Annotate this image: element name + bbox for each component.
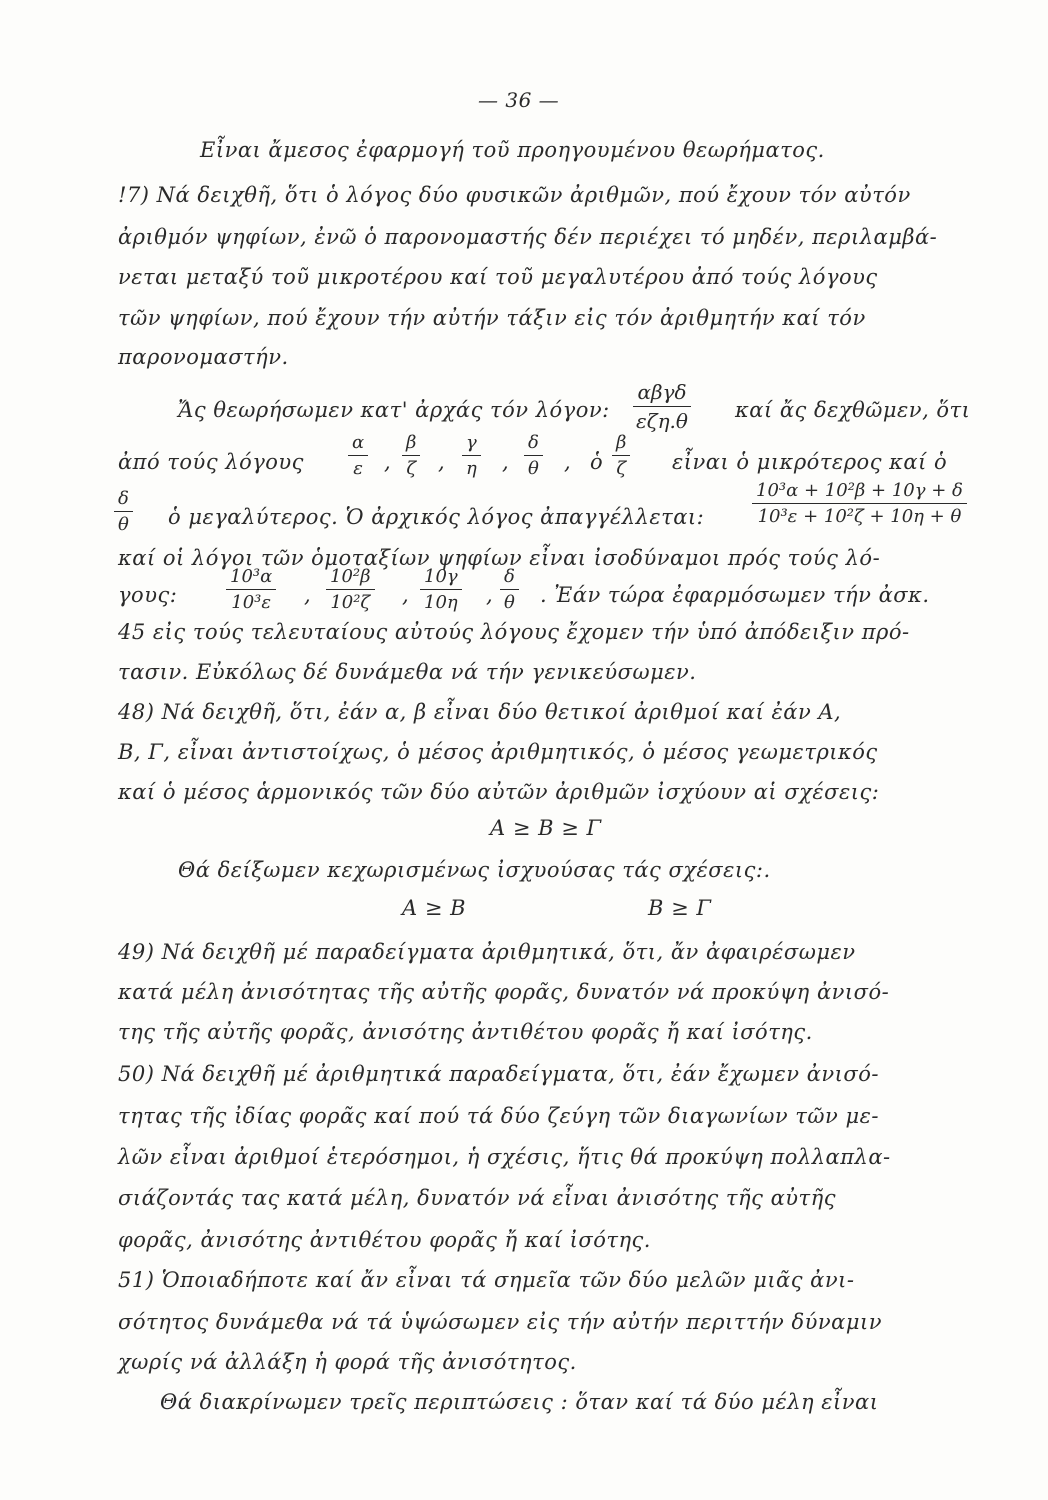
text-line: κατά μέλη ἀνισότητας τῆς αὐτῆς φορᾶς, δυνατόν νά προκύψη ἀνισό-: [118, 980, 890, 1004]
comma: ,: [502, 450, 509, 474]
exercise-49-line: 49) Νά δειχθῆ μέ παραδείγματα ἀριθμητικά, ὅτι, ἄν ἀφαιρέσωμεν: [118, 940, 856, 964]
denominator: ζ: [406, 458, 417, 479]
ratio-denominator: εζη.θ: [636, 409, 688, 433]
text-line: καί ὁ μέσος ἁρμονικός τῶν δύο αὐτῶν ἀριθμῶν ἰσχύουν αἱ σχέσεις:: [118, 780, 880, 804]
numerator: δ: [524, 432, 543, 456]
numerator: γ: [462, 432, 481, 456]
numerator: 10γ: [420, 566, 462, 590]
exercise-50-line: 50) Νά δειχθῆ μέ ἀριθμητικά παραδείγματα, ὅτι, ἐάν ἔχωμεν ἀνισό-: [118, 1062, 879, 1086]
fraction-a-e: [348, 432, 368, 479]
fraction-g-h: [462, 432, 481, 479]
text-line: ἀπό τούς λόγους: [118, 450, 304, 474]
text-line: καί οἱ λόγοι τῶν ὁμοταξίων ψηφίων εἶναι ἰσοδύναμοι πρός τούς λό-: [118, 546, 881, 570]
comma: ,: [304, 583, 311, 607]
text-line: Ἄς θεωρήσωμεν κατ' ἀρχάς τόν λόγον:: [178, 398, 610, 422]
text-line: καί ἄς δεχθῶμεν, ὅτι: [735, 398, 971, 422]
numerator: δ: [500, 566, 519, 590]
text-line: εἶναι ὁ μικρότερος καί ὁ: [672, 450, 948, 474]
numerator: 10³α + 10²β + 10γ + δ: [752, 480, 967, 504]
denominator: θ: [118, 514, 129, 535]
text-line: ὁ: [590, 450, 604, 474]
denominator: θ: [504, 592, 515, 613]
numerator: 10²β: [326, 566, 375, 590]
comma: ,: [438, 450, 445, 474]
comma: ,: [402, 583, 409, 607]
comma: ,: [486, 583, 493, 607]
numerator: β: [612, 432, 630, 456]
text-line: Β, Γ, εἶναι ἀντιστοίχως, ὁ μέσος ἀριθμητικός, ὁ μέσος γεωμετρικός: [118, 740, 878, 764]
text-line: Θά διακρίνωμεν τρεῖς περιπτώσεις : ὅταν καί τά δύο μέλη εἶναι: [160, 1390, 879, 1414]
text-line: λῶν εἶναι ἀριθμοί ἑτερόσημοι, ἡ σχέσις, ἥτις θά προκύψη πολλαπλα-: [118, 1145, 891, 1169]
text-line: ὁ μεγαλύτερος. Ὁ ἀρχικός λόγος ἀπαγγέλλεται:: [168, 505, 705, 529]
comma: ,: [384, 450, 391, 474]
denominator: θ: [528, 458, 539, 479]
page-number: — 36 —: [478, 88, 560, 112]
text-line: . Ἐάν τώρα ἐφαρμόσωμεν τήν ἀσκ.: [540, 583, 930, 607]
inequality-right: Β ≥ Γ: [648, 896, 712, 920]
comma: ,: [564, 450, 571, 474]
numerator: β: [402, 432, 420, 456]
text-line: σότητος δυνάμεθα νά τά ὑψώσωμεν εἰς τήν αὐτήν περιττήν δύναμιν: [118, 1310, 883, 1334]
largest-fraction: [114, 488, 133, 535]
denominator: ε: [353, 458, 363, 479]
text-line: τασιν. Εὐκόλως δέ δυνάμεθα νά τήν γενικεύσωμεν.: [118, 660, 697, 684]
exercise-47-line: !7) Νά δειχθῆ, ὅτι ὁ λόγος δύο φυσικῶν ἀριθμῶν, πού ἔχουν τόν αὐτόν: [118, 183, 911, 207]
numerator: 10³α: [226, 566, 276, 590]
denominator: 10η: [424, 592, 458, 613]
text-line: χωρίς νά ἀλλάξη ἡ φορά τῆς ἀνισότητος.: [118, 1350, 577, 1374]
denominator: 10³ε: [231, 592, 272, 613]
text-line: τητας τῆς ἰδίας φορᾶς καί πού τά δύο ζεύγη τῶν διαγωνίων τῶν με-: [118, 1104, 879, 1128]
inequality-left: Α ≥ Β: [402, 896, 467, 920]
exercise-51-line: 51) Ὁποιαδήποτε καί ἄν εἶναι τά σημεῖα τῶν δύο μελῶν μιᾶς ἀνι-: [118, 1268, 855, 1292]
text-line: 45 εἰς τούς τελευταίους αὐτούς λόγους ἔχομεν τήν ὑπό ἀπόδειξιν πρό-: [118, 620, 910, 644]
text-line: σιάζοντάς τας κατά μέλη, δυνατόν νά εἶναι ἀνισότης τῆς αὐτῆς: [118, 1186, 836, 1210]
fraction-d-th: [524, 432, 543, 479]
numerator: α: [348, 432, 368, 456]
text-line: ἀριθμόν ψηφίων, ἐνῶ ὁ παρονομαστής δέν περιέχει τό μηδέν, περιλαμβά-: [118, 225, 938, 249]
smallest-fraction: [612, 432, 630, 479]
text-line: φορᾶς, ἀνισότης ἀντιθέτου φορᾶς ἤ καί ἰσότης.: [118, 1228, 651, 1252]
expanded-fraction: [752, 480, 967, 527]
text-line: τῶν ψηφίων, πού ἔχουν τήν αὐτήν τάξιν εἰς τόν ἀριθμητήν καί τόν: [118, 306, 866, 330]
text-line: της τῆς αὐτῆς φορᾶς, ἀνισότης ἀντιθέτου φορᾶς ἤ καί ἰσότης.: [118, 1020, 813, 1044]
fraction-b-z: [402, 432, 420, 479]
inequality-chain: Α ≥ Β ≥ Γ: [490, 816, 602, 840]
exercise-48-line: 48) Νά δειχθῆ, ὅτι, ἐάν α, β εἶναι δύο θετικοί ἀριθμοί καί ἐάν Α,: [118, 700, 842, 724]
text-line: γους:: [118, 583, 178, 607]
text-line: παρονομαστήν.: [118, 345, 289, 369]
part-fraction-1: [226, 566, 276, 613]
ratio-numerator: αβγδ: [633, 380, 690, 407]
denominator: η: [466, 458, 477, 479]
part-fraction-4: [500, 566, 519, 613]
text-line: Εἶναι ἄμεσος ἐφαρμογή τοῦ προηγουμένου θεωρήματος.: [200, 138, 825, 162]
part-fraction-3: [420, 566, 462, 613]
numerator: δ: [114, 488, 133, 512]
denominator: 10²ζ: [330, 592, 371, 613]
text-line: νεται μεταξύ τοῦ μικροτέρου καί τοῦ μεγαλυτέρου ἀπό τούς λόγους: [118, 265, 878, 289]
ratio-fraction: [632, 380, 692, 433]
denominator: 10³ε + 10²ζ + 10η + θ: [757, 506, 962, 527]
denominator: ζ: [616, 458, 627, 479]
text-line: Θά δείξωμεν κεχωρισμένως ἰσχυούσας τάς σχέσεις:.: [178, 858, 771, 882]
part-fraction-2: [326, 566, 375, 613]
